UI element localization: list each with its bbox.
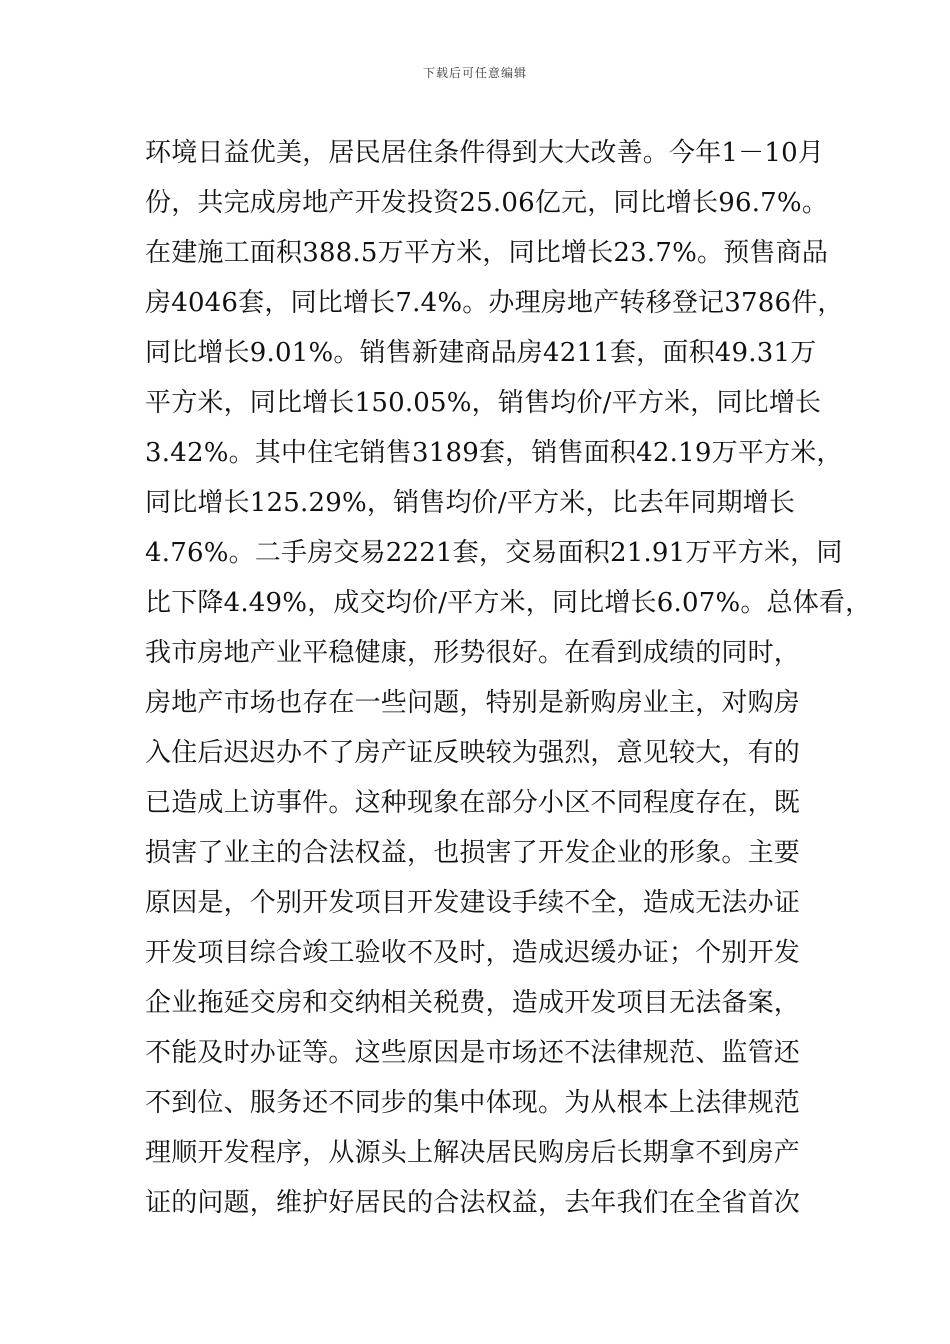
text-line: 不能及时办证等。这些原因是市场还不法律规范、监管还: [145, 1038, 801, 1068]
text-line: 比下降4.49%，成交均价/平方米，同比增长6.07%。总体看，: [145, 588, 872, 618]
text-line: 原因是，个别开发项目开发建设手续不全，造成无法办证: [145, 888, 801, 918]
text-line: 同比增长9.01%。销售新建商品房4211套，面积49.31万: [145, 338, 817, 368]
text-line: 在建施工面积388.5万平方米，同比增长23.7%。预售商品: [145, 238, 829, 268]
text-line: 房4046套，同比增长7.4%。办理房地产转移登记3786件，: [145, 288, 844, 318]
text-line: 4.76%。二手房交易2221套，交易面积21.91万平方米，同: [145, 538, 843, 568]
text-line: 入住后迟迟办不了房产证反映较为强烈，意见较大，有的: [145, 738, 801, 768]
text-line: 企业拖延交房和交纳相关税费，造成开发项目无法备案，: [145, 988, 801, 1018]
text-line: 房地产市场也存在一些问题，特别是新购房业主，对购房: [145, 688, 801, 718]
text-line: 开发项目综合竣工验收不及时，造成迟缓办证；个别开发: [145, 938, 801, 968]
text-line: 理顺开发程序，从源头上解决居民购房后长期拿不到房产: [145, 1138, 801, 1168]
body-text: [145, 128, 872, 1228]
text-line: 损害了业主的合法权益，也损害了开发企业的形象。主要: [145, 838, 801, 868]
text-line: 环境日益优美，居民居住条件得到大大改善。今年1－10月: [145, 138, 825, 168]
text-line: 份，共完成房地产开发投资25.06亿元，同比增长96.7%。: [145, 188, 829, 218]
text-line: 不到位、服务还不同步的集中体现。为从根本上法律规范: [145, 1088, 801, 1118]
text-line: 已造成上访事件。这种现象在部分小区不同程度存在，既: [145, 788, 801, 818]
text-line: 同比增长125.29%，销售均价/平方米，比去年同期增长: [145, 488, 796, 518]
header-note: 下载后可任意编辑: [422, 66, 527, 80]
text-line: 3.42%。其中住宅销售3189套，销售面积42.19万平方米，: [145, 438, 843, 468]
text-line: 平方米，同比增长150.05%，销售均价/平方米，同比增长: [145, 388, 822, 418]
text-line: 我市房地产业平稳健康，形势很好。在看到成绩的同时，: [145, 638, 801, 668]
text-line: 证的问题，维护好居民的合法权益，去年我们在全省首次: [145, 1188, 801, 1218]
